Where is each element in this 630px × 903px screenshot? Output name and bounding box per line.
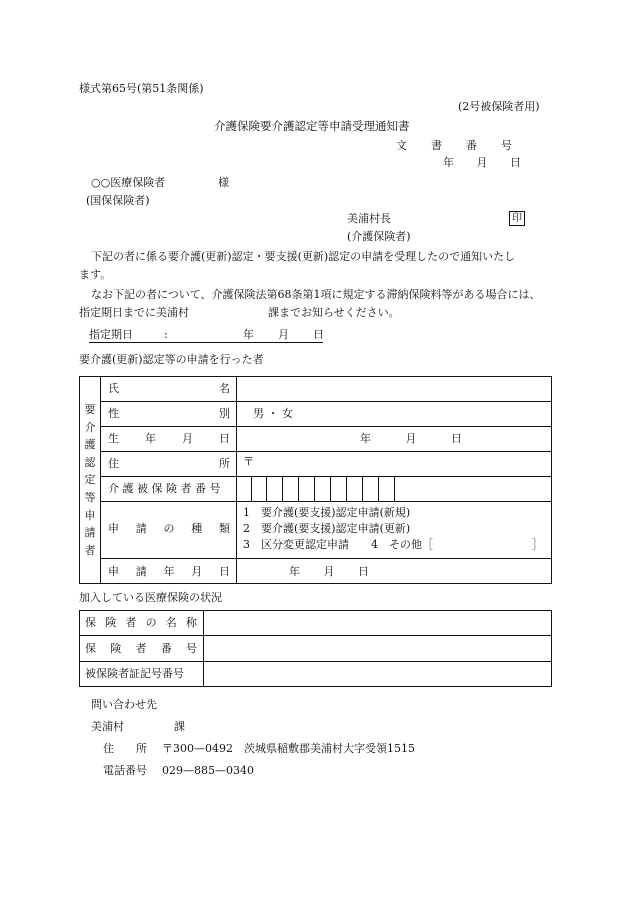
insurance-section-title: 加入している医療保険の状況 xyxy=(79,591,222,604)
application-date-value: 年 月 日 xyxy=(289,565,369,578)
deadline-month: 月 xyxy=(278,328,289,341)
insurer-number-label: 保 険 者 番 号 xyxy=(85,642,197,655)
contact-phone: 029—885—0340 xyxy=(162,764,254,777)
contact-dept: 美浦村 xyxy=(91,720,124,733)
insurer-name-label: 保 険 者 の 名 称 xyxy=(85,616,197,629)
application-date-label: 申 請 年 月 日 xyxy=(108,565,230,578)
deadline-label: 指定期日 xyxy=(89,328,133,341)
deadline-day: 日 xyxy=(313,328,324,341)
birthdate-label: 生 年 月 日 xyxy=(108,432,230,445)
body-line-4b: 課までお知らせください。 xyxy=(268,306,400,319)
postal-mark: 〒 xyxy=(243,455,254,468)
applicant-side-label: 要 介 護 認 定 等 申 請 者 xyxy=(84,403,96,557)
insured-number-label: 介 護 被 保 険 者 番 号 xyxy=(108,482,221,495)
body-line-1: 下記の者に係る要介護(更新)認定・要支援(更新)認定の申請を受理したので通知いたし xyxy=(91,250,516,263)
document-title: 介護保険要介護認定等申請受理通知書 xyxy=(214,119,410,133)
address-label: 住 所 xyxy=(108,457,230,470)
application-type-bracket-close: ］ xyxy=(532,538,543,551)
sex-label: 性 別 xyxy=(108,407,230,420)
issuer-sub: (介護保険者) xyxy=(347,230,411,243)
application-type-option-2: 2 要介護(要支援)認定申請(更新) xyxy=(243,522,411,535)
body-line-2: ます。 xyxy=(79,268,112,281)
insured-card-number-label: 被保険者証記号番号 xyxy=(85,667,184,680)
addressee-name: ○○医療保険者 xyxy=(91,176,166,189)
issuer-name: 美浦村長 xyxy=(347,212,391,225)
body-line-3: なお下記の者について、介護保険法第68条第1項に規定する滞納保険料等がある場合には、 xyxy=(91,288,541,301)
deadline-line xyxy=(89,329,323,343)
application-type-option-3: 3 区分変更認定申請 4 その他［ xyxy=(243,538,433,551)
contact-phone-label: 電話番号 xyxy=(103,764,147,777)
seal-mark: 印 xyxy=(509,211,525,226)
name-label: 氏 名 xyxy=(108,382,230,395)
body-line-4a: 指定期日までに美浦村 xyxy=(79,306,189,319)
contact-address-label: 住 所 xyxy=(103,742,147,755)
addressee-honorific: 様 xyxy=(218,176,229,189)
form-number: 様式第65号(第51条関係) xyxy=(79,82,204,95)
sex-value: 男 ・ 女 xyxy=(253,407,293,420)
insured-type-label: (2号被保険者用) xyxy=(458,100,540,113)
application-type-label: 申 請 の 種 類 xyxy=(108,522,230,535)
issue-date-label: 年 月 日 xyxy=(443,156,521,169)
contact-dept-suffix: 課 xyxy=(174,720,185,733)
deadline-colon: : xyxy=(164,328,168,341)
addressee-sub: (国保保険者) xyxy=(86,194,150,207)
applicant-section-title: 要介護(更新)認定等の申請を行った者 xyxy=(79,353,264,366)
contact-address: 〒300—0492 茨城県稲敷郡美浦村大字受領1515 xyxy=(162,742,415,755)
birthdate-value: 年 月 日 xyxy=(360,432,462,445)
contact-title: 問い合わせ先 xyxy=(91,698,157,711)
application-type-option-1: 1 要介護(要支援)認定申請(新規) xyxy=(243,506,411,519)
document-number-label: 文 書 番 号 xyxy=(396,139,512,152)
deadline-year: 年 xyxy=(243,328,254,341)
